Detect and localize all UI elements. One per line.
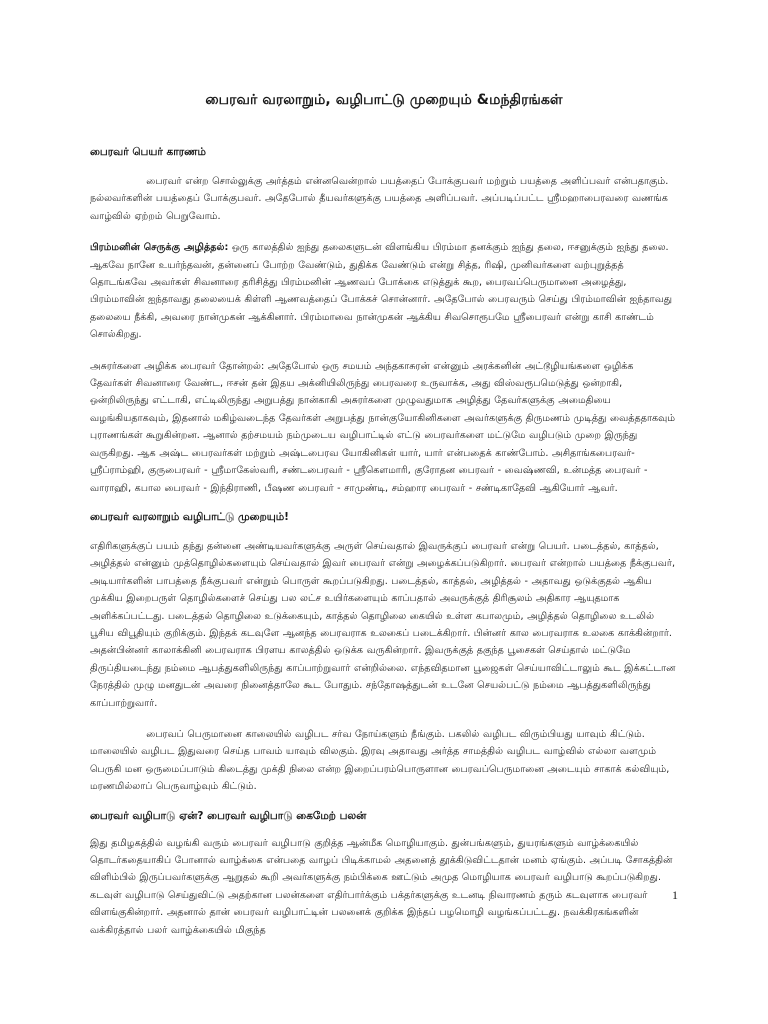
paragraph-text: இது தமிழகத்தில் வழங்கி வரும் பைரவர் வழிபாடு குறித்த ஆன்மீக மொழியாகும். துன்பங்களும், துயரங்களும் வாழ்க்கையில் தொடர்கதையாகிப் போனால் வாழ்க்கை என்பதை வாழப் பிடிக்காமல் அதனைத் தூக்கிடுவிட்டதான் மனம் ஏங்கும். அப்படி சோகத்தின் விளிம்பில் இருப்பவர்களுக்கு ஆறுதல் கூறி அவர்களுக்கு நம்பிக்கை ஊட்டும் அமுத மொழியாக பைரவர் வழிபாடு கூறப்படுகிறது. கடவுள் வழிபாடு செய்துவிட்டு அதற்கான பலன்களை எதிர்பார்க்கும் பக்தர்களுக்கு உடனடி நிவாரணம் தரும் கடவுளாக பைரவர் விளங்குகின்றார். அதனால் தான் பைரவர் வழிபாட்டின் பலனைக் குறிக்க இந்தப் பழமொழி வழங்கப்பட்டது. நவக்கிரகங்களின் வக்கிரத்தால் பலர் வாழ்க்கையில் மிகுந்த [90, 837, 673, 936]
section-heading-why-worship: பைரவர் வழிபாடு ஏன்? பைரவர் வழிபாடு கைமேற் பலன் [90, 809, 367, 822]
paragraph [90, 538, 678, 712]
paragraph [90, 835, 678, 939]
document-title: பைரவர் வரலாறும், வழிபாட்டு முறையும் &மந்திரங்கள் [205, 92, 563, 108]
paragraph-text: எதிரிகளுக்குப் பயம் தந்து தன்னை அண்டியவர்களுக்கு அருள் செய்வதால் இவருக்குப் பைரவர் என்று பெயர். படைத்தல், காத்தல், அழித்தல் என்னும் முத்தொழில்களையும் செய்வதால் இவர் பைரவர் என்று அழைக்கப்படுகிறார். பைரவர் என்றால் பயத்தை நீக்குபவர், அடியார்களின் பாபத்தை நீக்குபவர் என்றும் பொருள் கூறப்படுகிறது. படைத்தல், காத்தல், அழித்தல் - அதாவது ஒடுக்குதல் ஆகிய முக்கிய இறைபருள் தொழில்களைச் செய்து பல லட்ச உயிர்களையும் காப்பதால் அவருக்குத் திரிசூலம் அதிகார ஆயுதமாக அளிக்கப்பட்டது. படைத்தல் தொழிலை உடுக்கையும், காத்தல் தொழிலை கையில் உள்ள கபாலமும், அழித்தல் தொழிலை உடலில் பூசிய விபூதியும் குறிக்கும். இந்தக் கடவுளே ஆனந்த பைரவராக உலகைப் படைக்கிறார். பின்னர் கால பைரவராக உலகை காக்கின்றார். அதன்பின்னர் காலாக்கினி பைரவராக பிரளய காலத்தில் ஒடுக்க வருகின்றார். இவருக்குத் தகுந்த பூசைகள் செய்தால் மட்டுமே திருப்தியடைந்து நம்மை ஆபத்துகளிலிருந்து காப்பாற்றுவார் என்றில்லை. எந்தவிதமான பூஜைகள் செய்யாவிட்டாலும் கூட இக்கட்டான நேரத்தில் முழு மனதுடன் அவரை நினைத்தாலே கூட போதும். சந்தோஷத்துடன் உடனே செயல்பட்டு நம்மை ஆபத்துகளிலிருந்து காப்பாற்றுவார். [90, 540, 676, 709]
paragraph [90, 726, 678, 796]
paragraph-text: அசுரர்களை அழிக்க பைரவர் தோன்றல்: அதேபோல் ஒரு சமயம் அந்தகாசுரன் என்னும் அரக்கனின் அட்டூழியங்களை ஒழிக்க தேவர்கள் சிவனாரை வேண்ட, ஈசன் தன் இதய அக்னியிலிருந்து பைரவரை உருவாக்க, அது விஸ்வரூபமெடுத்து ஒன்றாகி, ஒன்றிலிருந்து எட்டாகி, எட்டிலிருந்து அறுபத்து நான்காகி அசுரர்களை முழுவதுமாக அழித்து தேவர்களுக்கு அமைதியை வழங்கியதாகவும், இதனால் மகிழ்வடைந்த தேவர்கள் அறுபத்து நான்குயோகினிகளை அவர்களுக்கு திருமணம் முடித்து வைத்ததாகவும் புராணங்கள் கூறுகின்றன. ஆனால் தற்சமயம் நம்முடைய வழிபாட்டில் எட்டு பைரவர்களை மட்டுமே வழிபடும் முறை இருந்து வருகிறது. ஆக அஷ்ட பைரவர்கள் மற்றும் அஷ்டபைரவ யோகினிகள் யார், யார் என்பதைக் காண்போம். அசிதாங்கபைரவர்-ஸ்ரீப்ராம்ஹி, குருபைரவர் - ஸ்ரீமாகேஸ்வரி, சண்டபைரவர் - ஸ்ரீகௌமாரி, குரோதன பைரவர் - வைஷ்ணவி, உன்மத்த பைரவர் - வாராஹி, கபால பைரவர் - இந்திராணி, பீஷண பைரவர் - சாமுண்டி, சம்ஹார பைரவர் - சண்டிகாதேவி ஆகியோர் ஆவர். [90, 360, 676, 494]
page-number: 1 [672, 888, 678, 902]
paragraph-text: ஒரு காலத்தில் ஐந்து தலைகளுடன் விளங்கிய பிரம்மா தனக்கும் ஐந்து தலை, ஈசனுக்கும் ஐந்து தலை. ஆகவே நானே உயர்ந்தவன், தன்னைப் போற்ற வேண்டும், துதிக்க வேண்டும் என்று சித்த, ரிஷி, முனிவர்களை வற்புறுத்தத் தொடங்கவே அவர்கள் சிவனாரை தரிசித்து பிரம்மனின் ஆணவப் போக்கை எடுத்துக் கூற, பைரவப்பெருமானை அழைத்து, பிரம்மாவின் ஐந்தாவது தலையைக் கிள்ளி ஆணவத்தைப் போக்கச் சொன்னார். அதேபோல் பைரவரும் செய்து பிரம்மாவின் ஐந்தாவது தலையை நீக்கி, அவரை நான்முகன் ஆக்கினார். பிரம்மாவை நான்முகன் ஆக்கிய சிவசொரூபமே ஸ்ரீபைரவர் என்று காசி காண்டம் சொல்கிறது. [90, 242, 673, 341]
paragraph-lead: பிரம்மனின் செருக்கு அழித்தல்: [90, 242, 229, 254]
paragraph-text: பைரவப் பெருமானை காலையில் வழிபட சர்வ நோய்களும் நீங்கும். பகலில் வழிபட விரும்பியது யாவும் கிட்டும். மாலையில் வழிபட இதுவரை செய்த பாவம் யாவும் விலகும். இரவு அதாவது அர்த்த சாமத்தில் வழிபட வாழ்வில் எல்லா வளமும் பெருகி மன ஒருமைப்பாடும் கிடைத்து முக்தி நிலை என்ற இறைப்பரம்பொருளான பைரவப்பெருமானை அடையும் சாகாக் கல்வியும், மரணமில்லாப் பெருவாழ்வும் கிட்டும். [90, 728, 673, 793]
section-heading-name-origin: பைரவர் பெயர் காரணம் [90, 146, 206, 158]
paragraph [90, 358, 678, 497]
paragraph [90, 173, 678, 225]
paragraph [90, 239, 678, 343]
paragraph-text: பைரவர் என்ற சொல்லுக்கு அர்த்தம் என்னவென்றால் பயத்தைப் போக்குபவர் மற்றும் பயத்தை அளிப்பவர் என்பதாகும். நல்லவர்களின் பயத்தைப் போக்குபவர். அதேபோல் தீயவர்களுக்கு பயத்தை அளிப்பவர். அப்படிப்பட்ட ஸ்ரீமஹாபைரவரை வணங்க வாழ்வில் ஏற்றம் பெறுவோம். [90, 176, 672, 222]
section-heading-history-worship: பைரவர் வரலாறும் வழிபாட்டு முறையும்! [90, 510, 289, 523]
